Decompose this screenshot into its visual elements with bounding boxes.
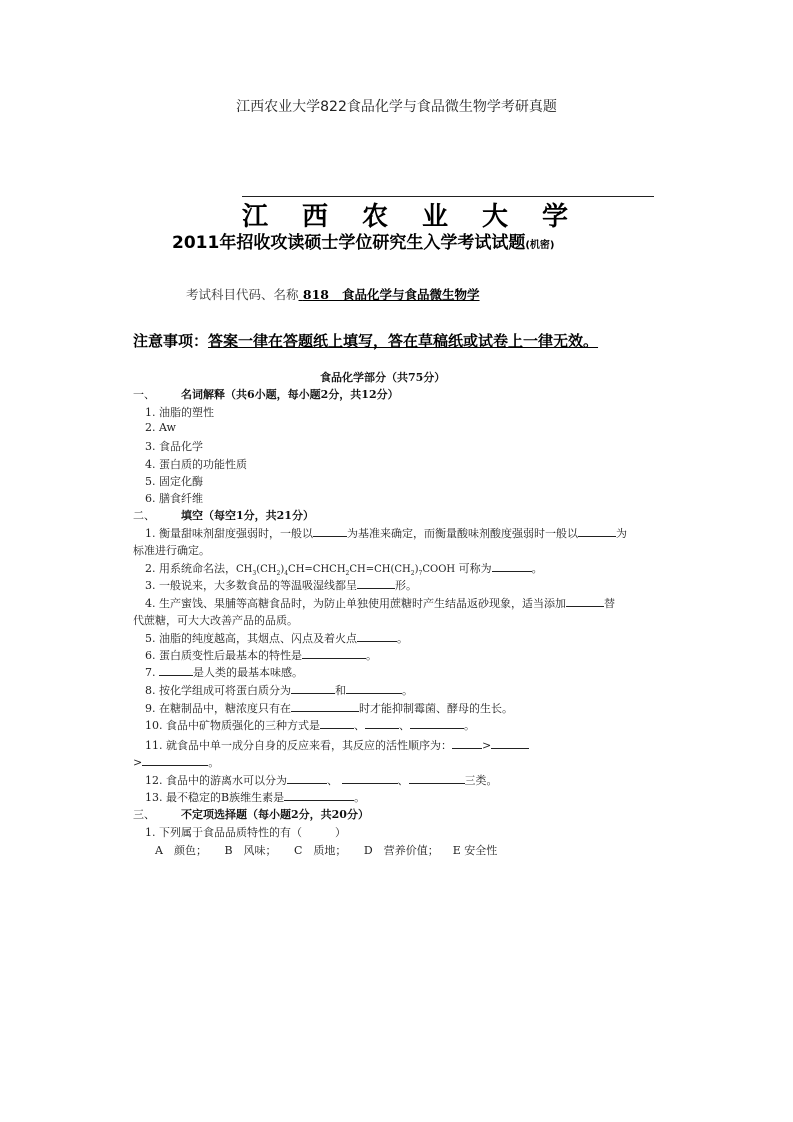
question-2-11 (145, 737, 529, 753)
question-2-7 (145, 664, 303, 680)
question-text: 6. 蛋白质变性后最基本的特性是 (145, 649, 302, 662)
option-b: B 风味； (224, 844, 277, 857)
exam-title (172, 228, 554, 253)
answer-blank (566, 596, 604, 607)
question-2-11-cont (133, 754, 219, 770)
exam-title-text: 2011年招收攻读硕士学位研究生入学考试试题 (172, 233, 526, 253)
answer-blank (284, 790, 354, 801)
question-text: 替 (604, 597, 615, 610)
question-3-1: 1. 下列属于食品品质特性的有（ ） (145, 826, 346, 839)
section1-heading (133, 386, 399, 402)
chemical-formula: $CH_3(CH_2)_4CH=CHCH_2CH=CH(CH_2)_7COOH$ (236, 564, 456, 577)
option-e: E 安全性 (452, 844, 498, 857)
question-2-6 (145, 647, 377, 663)
separator: > (133, 756, 143, 769)
list-item: 5. 固定化酶 (145, 475, 203, 488)
answer-blank (357, 578, 395, 589)
secret-tag: (机密) (525, 240, 555, 251)
question-2-5 (145, 630, 408, 646)
answer-blank (291, 701, 359, 712)
question-2-4 (145, 595, 615, 611)
section3-title: 不定项选择题（每小题2分，共20分） (181, 808, 369, 821)
question-text: 。 (402, 684, 413, 697)
answer-blank (409, 773, 465, 784)
question-text: 1. 衡量甜味剂甜度强弱时，一般以 (145, 527, 313, 540)
answer-blank (491, 738, 529, 749)
option-a: A 颜色； (155, 844, 207, 857)
question-text: 7. (145, 666, 156, 679)
question-2-1 (145, 525, 627, 541)
question-text: 4. 生产蜜饯、果脯等高糖食品时，为防止单独使用蔗糖时产生结晶返砂现象，适当添加 (145, 597, 566, 610)
section2-heading (133, 507, 314, 523)
answer-blank (357, 631, 397, 642)
subject-label: 考试科目代码、名称 (186, 287, 299, 302)
section2-num: 二、 (133, 509, 155, 522)
separator: 、 (399, 719, 410, 732)
question-3-1-options (155, 842, 497, 858)
question-text: 是人类的最基本味感。 (193, 666, 303, 679)
question-2-2 (145, 560, 543, 577)
question-text: 11. 就食品中单一成分自身的反应来看，其反应的活性顺序为： (145, 739, 452, 752)
question-text: 9. 在糖制品中，糖浓度只有在 (145, 702, 291, 715)
section3-num: 三、 (133, 808, 155, 821)
question-text: 13. 最不稳定的B族维生素是 (145, 791, 285, 804)
notice-label: 注意事项： (133, 332, 209, 350)
answer-blank (320, 718, 354, 729)
answer-blank (365, 718, 399, 729)
section1-num: 一、 (133, 388, 155, 401)
question-text: 。 (366, 649, 377, 662)
section3-heading (133, 806, 369, 822)
option-c: C 质地； (294, 844, 347, 857)
question-text: 三类。 (464, 774, 498, 787)
separator: 、 (397, 774, 409, 787)
subject-value (299, 287, 500, 302)
subject-code: 818 (302, 287, 329, 302)
answer-blank (159, 665, 193, 676)
separator: 、 (354, 719, 365, 732)
separator: > (482, 739, 492, 752)
question-2-8 (145, 682, 413, 698)
question-text: 。 (354, 791, 366, 804)
answer-blank (313, 526, 347, 537)
answer-blank (492, 561, 532, 572)
answer-blank (342, 773, 398, 784)
question-text: 10. 食品中矿物质强化的三种方式是 (145, 719, 320, 732)
list-item: 3. 食品化学 (145, 440, 203, 453)
notice (133, 330, 598, 351)
subject-line (186, 285, 500, 303)
subject-name: 食品化学与食品微生物学 (342, 287, 480, 302)
question-2-10 (145, 717, 475, 733)
question-2-13 (145, 789, 365, 805)
question-text: 8. 按化学组成可将蛋白质分为 (145, 684, 291, 697)
section2-title: 填空（每空1分，共21分） (181, 509, 314, 522)
question-text: 时才能抑制霉菌、酵母的生长。 (359, 702, 513, 715)
answer-blank (142, 755, 208, 766)
part-title: 食品化学部分（共75分） (320, 371, 446, 384)
university-name: 江西农业大学 (242, 202, 603, 232)
answer-blank (287, 773, 327, 784)
question-text: 可称为 (458, 562, 492, 575)
answer-blank (578, 526, 616, 537)
question-2-9 (145, 700, 513, 716)
question-2-1-cont: 标准进行确定。 (133, 544, 210, 557)
question-text: 。 (397, 632, 408, 645)
answer-blank (291, 683, 335, 694)
question-text: 2. 用系统命名法， (145, 562, 236, 575)
question-text: 形。 (395, 579, 417, 592)
question-text: 为基准来确定，而衡量酸味剂酸度强弱时一般以 (347, 527, 578, 540)
question-text: 12. 食品中的游离水可以分为 (145, 774, 287, 787)
answer-blank (452, 738, 482, 749)
list-item: 2. Aw (145, 421, 176, 434)
question-2-12 (145, 772, 498, 788)
notice-text: 答案一律在答题纸上填写，答在草稿纸或试卷上一律无效。 (208, 332, 599, 350)
question-2-4-cont: 代蔗糖，可大大改善产品的品质。 (133, 614, 298, 627)
question-text: 。 (531, 562, 543, 575)
question-text: 。 (464, 719, 475, 732)
question-text: 。 (208, 756, 220, 769)
answer-blank (346, 683, 402, 694)
question-text: 为 (616, 527, 627, 540)
answer-blank (302, 648, 366, 659)
question-text: 5. 油脂的纯度越高，其烟点、闪点及着火点 (145, 632, 357, 645)
list-item: 6. 膳食纤维 (145, 492, 203, 505)
page-title: 江西农业大学822食品化学与食品微生物学考研真题 (236, 99, 557, 115)
option-d: D 营养价值； (363, 844, 439, 857)
section1-title: 名词解释（共6小题，每小题2分，共12分） (181, 388, 399, 401)
list-item: 1. 油脂的塑性 (145, 406, 214, 419)
question-text: 3. 一般说来，大多数食品的等温吸湿线都呈 (145, 579, 357, 592)
list-item: 4. 蛋白质的功能性质 (145, 458, 247, 471)
answer-blank (410, 718, 464, 729)
question-text: 和 (335, 684, 346, 697)
separator: 、 (327, 774, 338, 787)
question-2-3 (145, 577, 417, 593)
